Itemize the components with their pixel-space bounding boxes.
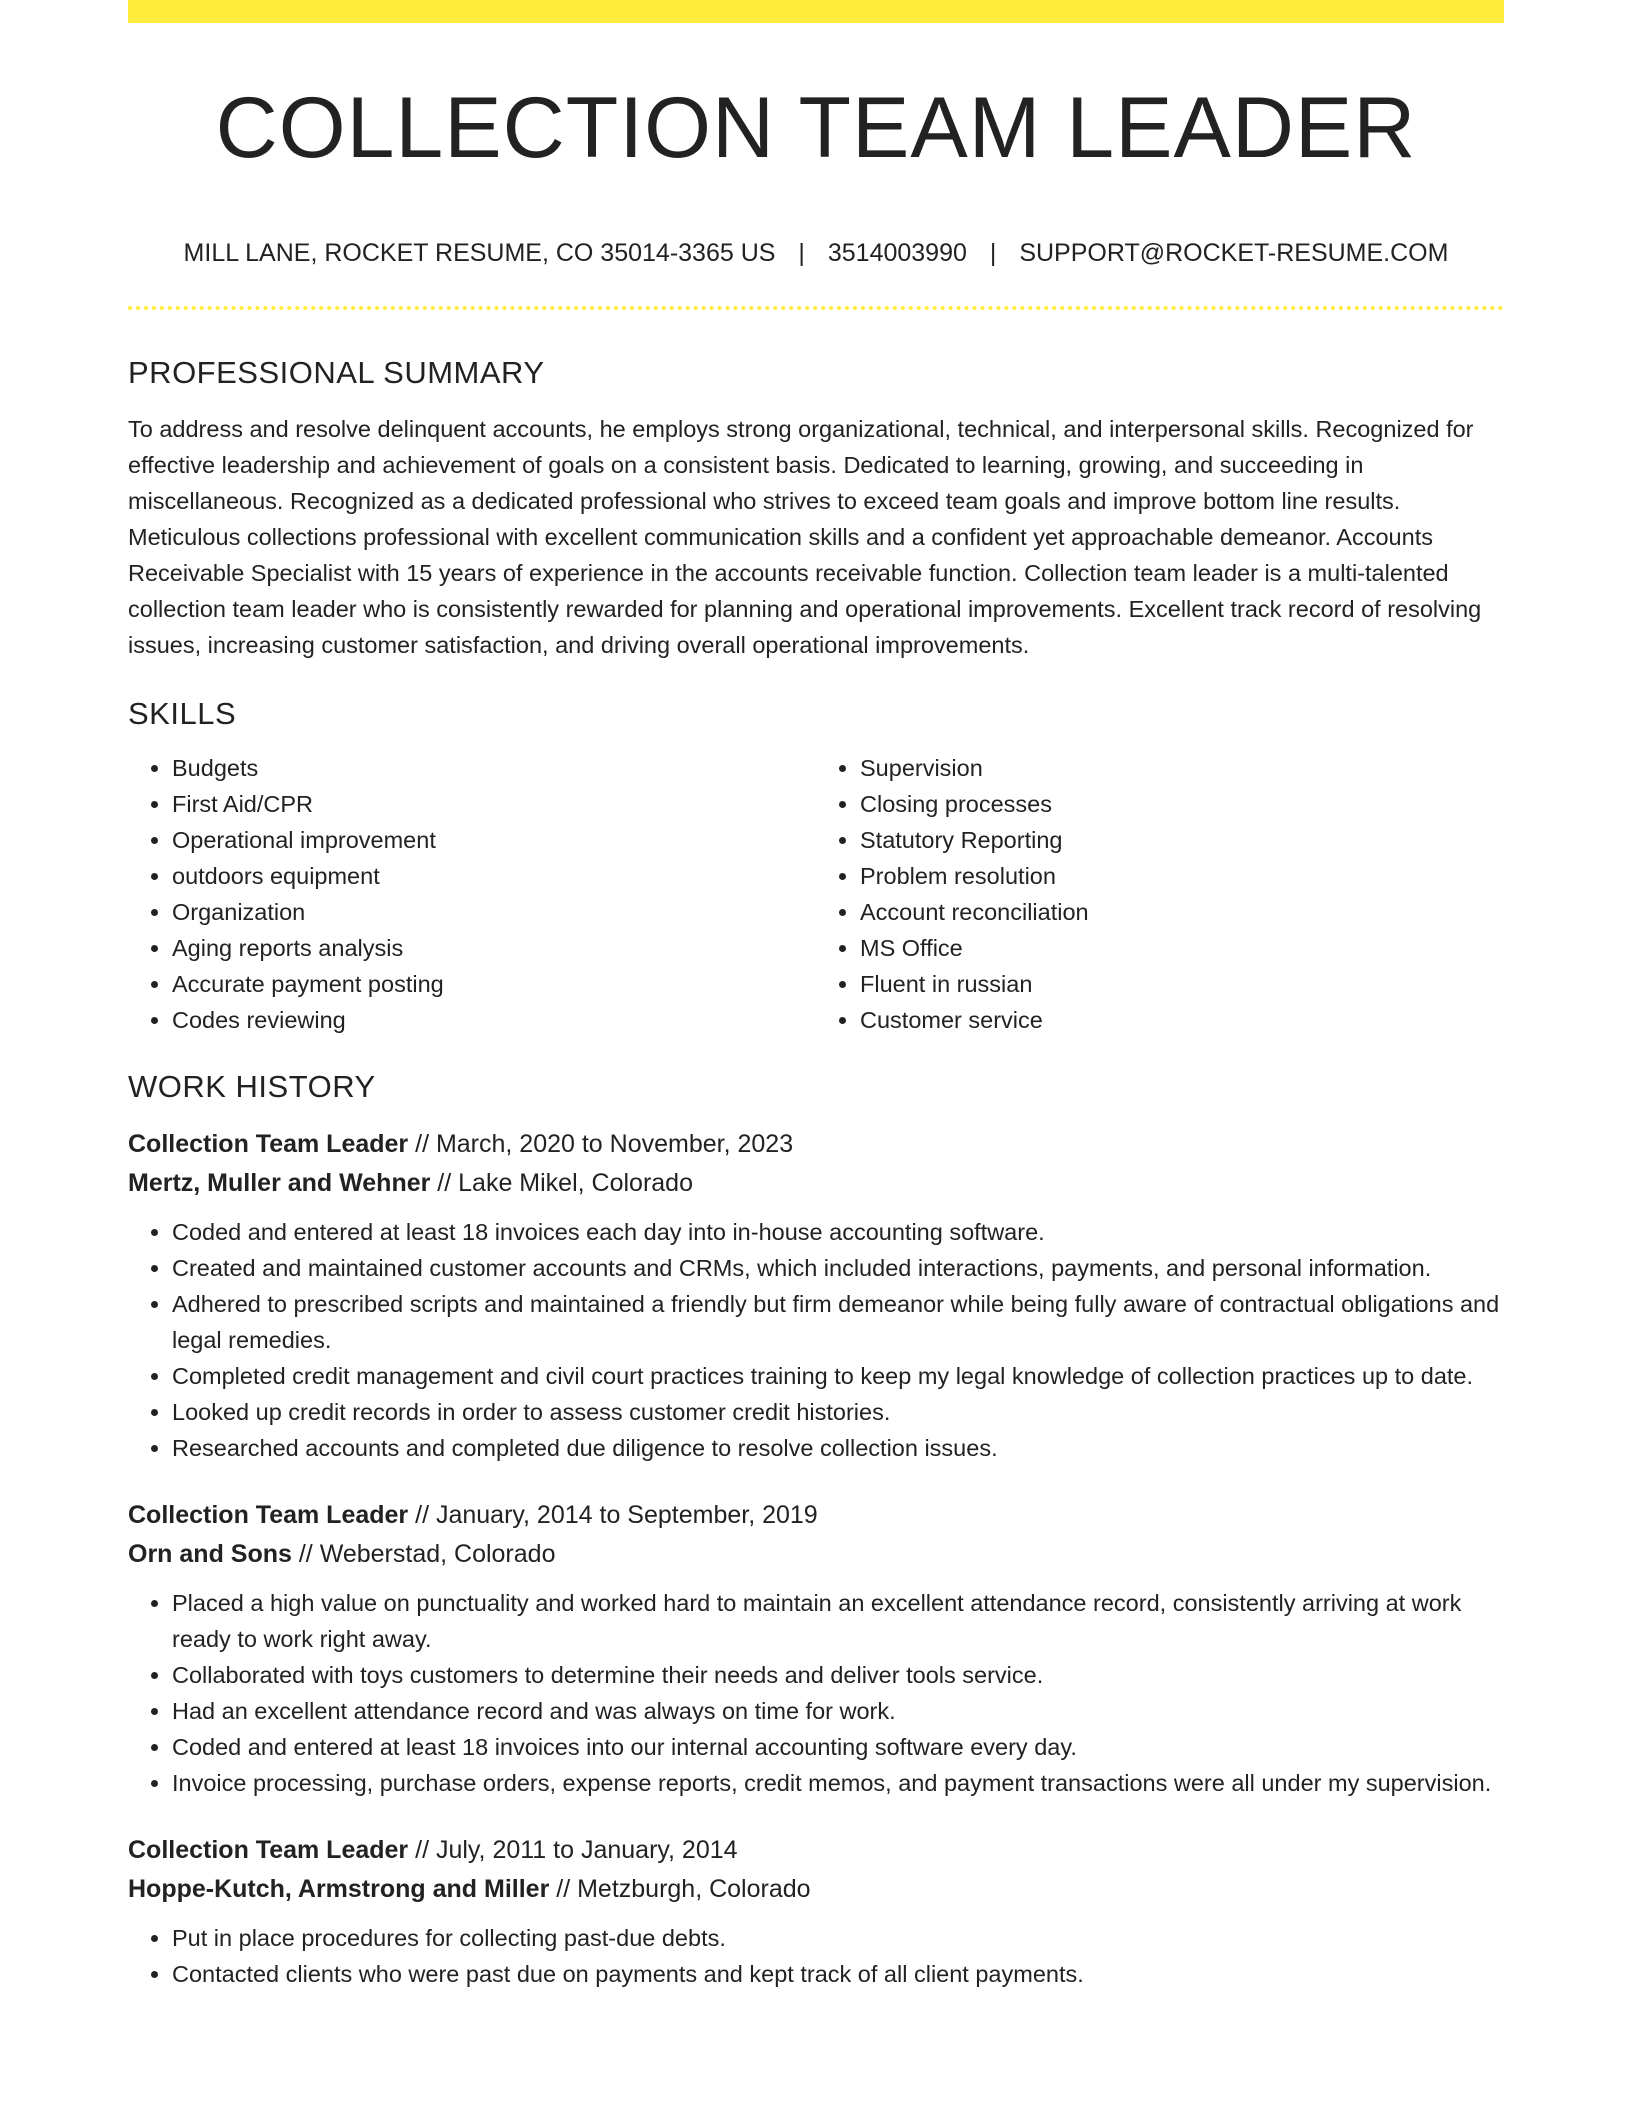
job-entry xyxy=(128,1831,1504,1992)
skill-item: • Aging reports analysis xyxy=(172,930,816,966)
job-dates: // July, 2011 to January, 2014 xyxy=(408,1836,738,1864)
skill-item: • MS Office xyxy=(860,930,1504,966)
skill-item: • outdoors equipment xyxy=(172,858,816,894)
job-bullet: • Coded and entered at least 18 invoices into our internal accounting software every day. xyxy=(172,1729,1504,1765)
contact-email: SUPPORT@ROCKET-RESUME.COM xyxy=(1019,239,1449,267)
job-title: Collection Team Leader xyxy=(128,1836,409,1864)
job-bullet: • Put in place procedures for collecting past-due debts. xyxy=(172,1920,1504,1956)
job-bullet: • Contacted clients who were past due on payments and kept track of all client payments. xyxy=(172,1956,1504,1992)
skills-heading: SKILLS xyxy=(128,696,237,731)
job-company-line xyxy=(128,1535,1504,1574)
job-bullet: • Had an excellent attendance record and was always on time for work. xyxy=(172,1693,1504,1729)
job-company: Mertz, Muller and Wehner xyxy=(128,1169,431,1197)
job-location: // Metzburgh, Colorado xyxy=(549,1875,811,1903)
skill-item: • Fluent in russian xyxy=(860,966,1504,1002)
skills-column-right xyxy=(816,750,1504,1038)
job-title: Collection Team Leader xyxy=(128,1501,409,1529)
job-bullet: • Coded and entered at least 18 invoices each day into in-house accounting software. xyxy=(172,1214,1504,1250)
job-title-line xyxy=(128,1125,1504,1164)
job-dates: // January, 2014 to September, 2019 xyxy=(408,1501,818,1529)
accent-top-bar xyxy=(128,0,1504,23)
job-company: Hoppe-Kutch, Armstrong and Miller xyxy=(128,1875,550,1903)
job-bullet: • Collaborated with toys customers to determine their needs and deliver tools service. xyxy=(172,1657,1504,1693)
job-bullet: • Placed a high value on punctuality and worked hard to maintain an excellent attendance record, consistently arriving at work ready to work right away. xyxy=(172,1585,1504,1657)
job-bullets xyxy=(128,1214,1504,1466)
job-title: Collection Team Leader xyxy=(128,1130,409,1158)
skill-item: • Supervision xyxy=(860,750,1504,786)
skill-item: • Operational improvement xyxy=(172,822,816,858)
contact-line xyxy=(128,241,1504,266)
job-dates: // March, 2020 to November, 2023 xyxy=(408,1130,794,1158)
skill-item: • First Aid/CPR xyxy=(172,786,816,822)
skill-item: • Accurate payment posting xyxy=(172,966,816,1002)
skill-item: • Budgets xyxy=(172,750,816,786)
job-entry xyxy=(128,1496,1504,1801)
work-history-heading: WORK HISTORY xyxy=(128,1069,376,1104)
job-company: Orn and Sons xyxy=(128,1540,292,1568)
resume-page xyxy=(128,0,1504,1992)
contact-address: MILL LANE, ROCKET RESUME, CO 35014-3365 US xyxy=(183,239,776,267)
job-company-line xyxy=(128,1164,1504,1203)
contact-separator: | xyxy=(989,239,997,267)
work-history-list xyxy=(128,1125,1504,1992)
skill-item: • Statutory Reporting xyxy=(860,822,1504,858)
job-company-line xyxy=(128,1870,1504,1909)
job-title-line xyxy=(128,1496,1504,1535)
skill-item: • Account reconciliation xyxy=(860,894,1504,930)
skills-column-left xyxy=(128,750,816,1038)
job-bullet: • Looked up credit records in order to assess customer credit histories. xyxy=(172,1394,1504,1430)
skills-grid xyxy=(128,750,1504,1038)
skill-item: • Codes reviewing xyxy=(172,1002,816,1038)
skill-item: • Customer service xyxy=(860,1002,1504,1038)
skill-item: • Problem resolution xyxy=(860,858,1504,894)
resume-title: COLLECTION TEAM LEADER xyxy=(215,80,1417,176)
job-entry xyxy=(128,1125,1504,1466)
job-bullets xyxy=(128,1920,1504,1992)
contact-separator: | xyxy=(798,239,805,267)
job-bullet: • Adhered to prescribed scripts and maintained a friendly but firm demeanor while being fully aware of contractual obligations and legal remedies. xyxy=(172,1286,1504,1358)
job-location: // Weberstad, Colorado xyxy=(291,1540,556,1568)
job-bullet: • Researched accounts and completed due diligence to resolve collection issues. xyxy=(172,1430,1504,1466)
job-bullet: • Invoice processing, purchase orders, expense reports, credit memos, and payment transactions were all under my supervision. xyxy=(172,1765,1504,1801)
job-bullet: • Created and maintained customer accounts and CRMs, which included interactions, payments, and personal information. xyxy=(172,1250,1504,1286)
job-bullets xyxy=(128,1585,1504,1801)
job-location: // Lake Mikel, Colorado xyxy=(430,1169,693,1197)
skill-item: • Closing processes xyxy=(860,786,1504,822)
contact-phone: 3514003990 xyxy=(827,239,967,267)
summary-heading: PROFESSIONAL SUMMARY xyxy=(128,355,545,390)
skill-item: • Organization xyxy=(172,894,816,930)
job-title-line xyxy=(128,1831,1504,1870)
dotted-divider xyxy=(128,306,1504,310)
job-bullet: • Completed credit management and civil court practices training to keep my legal knowledge of collection practices up to date. xyxy=(172,1358,1504,1394)
summary-text: To address and resolve delinquent accounts, he employs strong organizational, technical, and interpersonal skills. Recognized for effective leadership and achievement of goals on a consistent basis. Dedicated to learning, growing, and succeeding in miscellaneous. Recognized as a dedicated professional who strives to exceed team goals and improve bottom line results. Meticulous collections professional with excellent communication skills and a confident yet approachable demeanor. Accounts Receivable Specialist with 15 years of experience in the accounts receivable function. Collection team leader is a multi-talented collection team leader who is consistently rewarded for planning and operational improvements. Excellent track record of resolving issues, increasing customer satisfaction, and driving overall operational improvements. xyxy=(128,416,1482,658)
